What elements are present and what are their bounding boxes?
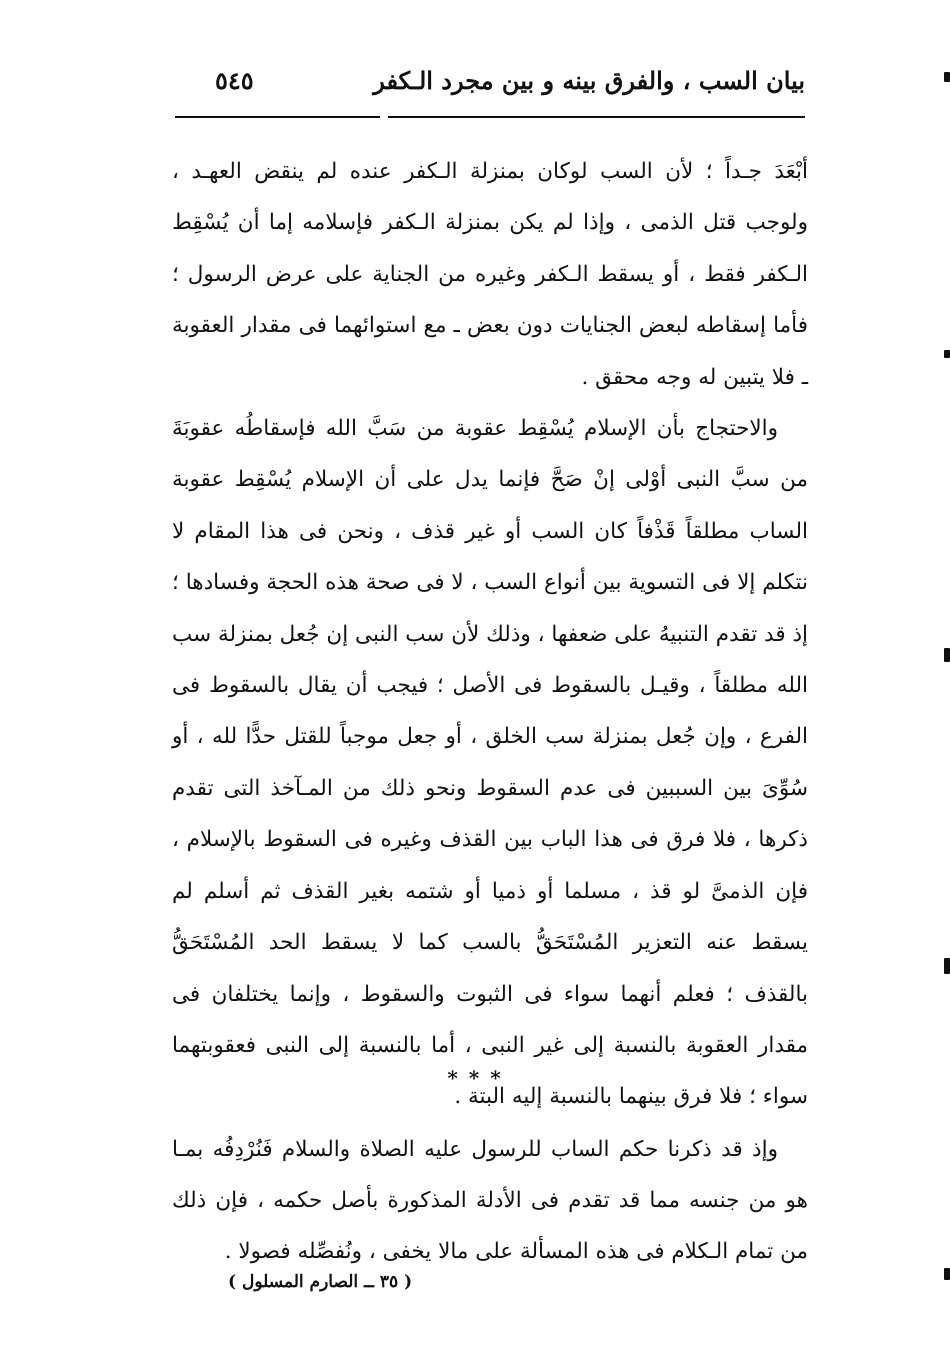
paragraph-2: والاحتجاج بأن الإسلام يُسْقِط عقوبة من سَبَّ الله فإسقاطُه عقوبَةَ من سبَّ النبى أوْلى إنْ صَحَّ فإنما يدل على أن الإسلام يُسْقِط عقوبة الساب مطلقاً قَذْفاً كان السب أو غير قذف ، ونحن فى هذا المقام لا نتكلم إلا فى التسوية بين أنواع السب ، لا فى صحة هذه الحجة وفسادها ؛ إذ قد تقدم التنبيهُ على ضعفها ، وذلك لأن سب النبى إن جُعل بمنزلة سب الله مطلقاً ، وقيـل بالسقوط فى الأصل ؛ فيجب أن يقال بالسقوط فى الفرع ، وإن جُعل بمنزلة سب الخلق ، أو جعل موجباً للقتل حدًّا لله ، أو سُوِّىَ بين السببين فى عدم السقوط ونحو ذلك من المـآخذ التى تقدم ذكرها ، فلا فرق فى هذا الباب بين القذف وغيره فى السقوط بالإسلام ، فإن الذمىَّ لو قذ ، مسلما أو ذميا أو شتمه بغير القذف ثم أسلم لم يسقط عنه التعزير المُسْتَحَقُّ بالسب كما لا يسقط الحد المُسْتَحَقُّ بالقذف ؛ فعلم أنهما سواء فى الثبوت والسقوط ، وإنما يختلفان فى مقدار العقوبة بالنسبة إلى غير النبى ، أما بالنسبة إلى النبى فعقوبتهما سواء ؛ فلا فرق بينهما بالنسبة إليه البتة . [172, 416, 808, 1110]
body-text-bottom [172, 1124, 808, 1277]
body-text-top [172, 146, 808, 1123]
signature-footer: ( ٣٥ ــ الصارم المسلول ) [228, 1272, 413, 1292]
page-number: ٥٤٥ [215, 66, 254, 95]
scan-edge-mark [944, 72, 950, 82]
scan-edge-mark [944, 648, 950, 662]
section-separator: * * * [447, 1066, 503, 1090]
paragraph-3: وإذ قد ذكرنا حكم الساب للرسول عليه الصلاة والسلام فَنُرْدِفُه بمـا هو من جنسه مما قد تقدم فى الأدلة المذكورة بأصل حكمه ، فإن ذلك من تمام الـكلام فى هذه المسألة على مالا يخفى ، ونُفصِّله فصولا . [172, 1137, 808, 1264]
running-title: بيان السب ، والفرق بينه و بين مجرد الـكفر [373, 66, 805, 95]
paragraph-1: أبْعَدَ جـداً ؛ لأن السب لوكان بمنزلة الـكفر عنده لم ينقض العهـد ، ولوجب قتل الذمى ، وإذا لم يكن بمنزلة الـكفر فإسلامه إما أن يُسْقِط الـكفر فقط ، أو يسقط الـكفر وغيره من الجناية على عرض الرسول ؛ فأما إسقاطه لبعض الجنايات دون بعض ـ مع استوائهما فى مقدار العقوبة ـ فلا يتبين له وجه محقق . [172, 159, 808, 390]
scan-edge-mark [944, 1268, 950, 1280]
scan-edge-mark [944, 958, 950, 974]
header-rule [175, 116, 805, 118]
scan-edge-mark [944, 350, 950, 358]
page-header [175, 62, 805, 102]
